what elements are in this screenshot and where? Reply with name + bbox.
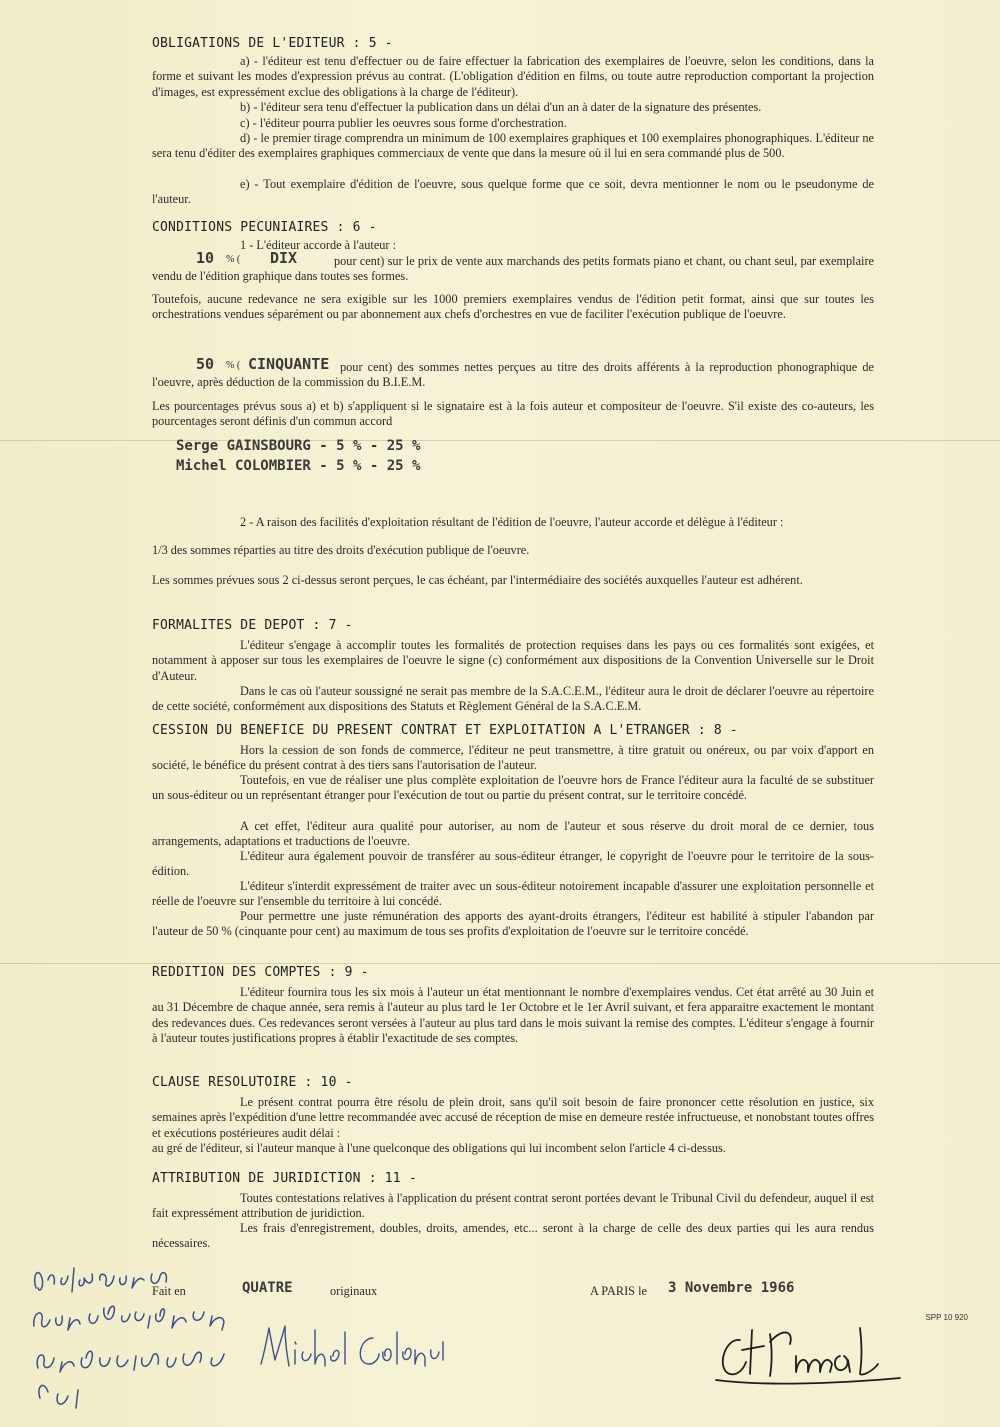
section-6-p5: 2 - A raison des facilités d'exploitation résultant de l'édition de l'oeuvre, l'auteur accorde et délègue à l'éditeur : <box>240 515 784 529</box>
section-8-p3: A cet effet, l'éditeur aura qualité pour autoriser, au nom de l'auteur et sous réserve du droit moral de ce dernier, tous arrangements, adaptations et traductions de l'oeuvre. <box>152 819 874 849</box>
typed-author-colombier: Michel COLOMBIER - 5 % - 25 % <box>176 458 421 474</box>
document-reference: SPP 10 920 <box>925 1313 968 1322</box>
section-7-p1: L'éditeur s'engage à accomplir toutes les formalités de protection requises dans les pays ou ces formalités sont exigées, et notamment à apposer sur tous les exemplaires de l'oeuvre le signe (c) conformément aux dispositions de la Convention Universelle sur le Droit d'Auteur. <box>152 638 874 683</box>
colombier-handwritten-signature <box>255 1320 450 1380</box>
section-6-p7: Les sommes prévues sous 2 ci-dessus seront perçues, le cas échéant, par l'intermédiaire des sociétés auxquelles l'auteur est adhérent. <box>152 573 803 587</box>
section-8-p6: Pour permettre une juste rémunération des apports des ayant-droits étrangers, l'éditeur est habilité à stipuler l'abandon par l'auteur de 50 % (cinquante pour cent) au maximum de tous ses profits d'exploitation de l'oeuvre sur le territoire concédé. <box>152 909 874 939</box>
section-6-p1: pour cent) sur le prix de vente aux marchands des petits formats piano et chant, ou chant seul, par exemplaire vendu de l'édition graphique dans toutes ses formes. <box>152 254 874 284</box>
section-8-p2: Toutefois, en vue de réaliser une plus complète exploitation de l'oeuvre hors de France l'éditeur aura la faculté de se substituer un sous-éditeur ou un représentant étranger pour l'exécution de tout ou partie du présent contrat, sur le territoire concédé. <box>152 773 874 803</box>
typed-cinquante: CINQUANTE <box>248 355 330 373</box>
place-label: A PARIS le <box>590 1284 647 1298</box>
section-11-p2: Les frais d'enregistrement, doubles, droits, amendes, etc... seront à la charge de celle des deux parties qui les aura rendus nécessaires. <box>152 1221 874 1251</box>
section-5-d: d) - le premier tirage comprendra un minimum de 100 exemplaires graphiques et 100 exemplaires phonographiques. L'éditeur ne sera tenu d'éditer des exemplaires graphiques commerciaux de vente que dans la mesure où il lui en sera commandé plus de 500. <box>152 131 874 161</box>
section-8-p1: Hors la cession de son fonds de commerce, l'éditeur ne peut transmettre, à titre gratuit ou onéreux, ou par voix d'apport en société, le bénéfice du présent contrat à des tiers sans l'autorisation de l'auteur. <box>152 743 874 773</box>
section-11-p1: Toutes contestations relatives à l'application du présent contrat seront portées devant le Tribunal Civil du defendeur, auquel il est fait expressément attribution de juridiction. <box>152 1191 874 1221</box>
section-10-p2: au gré de l'éditeur, si l'auteur manque à l'une quelconque des obligations qui lui incombent selon l'article 4 ci-dessus. <box>152 1141 726 1155</box>
section-6-p3: pour cent) des sommes nettes perçues au titre des droits afférents à la reproduction phonographique de l'oeuvre, après déduction de la commission du B.I.E.M. <box>152 360 874 390</box>
section-6-title: CONDITIONS PECUNIAIRES : 6 - <box>152 220 377 235</box>
section-8-p4: L'éditeur aura également pouvoir de transférer au sous-éditeur étranger, le copyright de l'oeuvre pour le territoire de la sous-édition. <box>152 849 874 879</box>
section-7-p2: Dans le cas où l'auteur soussigné ne serait pas membre de la S.A.C.E.M., l'éditeur aura le droit de déclarer l'oeuvre au répertoire de cette société, conformément aux dispositions des Statuts et Règlement Général de la S.A.C.E.M. <box>152 684 874 714</box>
typed-quatre: QUATRE <box>242 1280 293 1296</box>
section-6-p2: Toutefois, aucune redevance ne sera exigible sur les 1000 premiers exemplaires vendus de l'édition petit format, ainsi que sur toutes les orchestrations vendues séparément ou par abonnement aux chefs d'orchestres en vue de faciliter l'exécution publique de l'oeuvre. <box>152 292 874 322</box>
originaux-label: originaux <box>330 1284 378 1298</box>
section-8-title: CESSION DU BENEFICE DU PRESENT CONTRAT ET EXPLOITATION A L'ETRANGER : 8 - <box>152 723 738 738</box>
section-6-p6: 1/3 des sommes réparties au titre des droits d'exécution publique de l'oeuvre. <box>152 543 530 557</box>
section-5-title: OBLIGATIONS DE L'EDITEUR : 5 - <box>152 36 393 51</box>
section-10-p1: Le présent contrat pourra être résolu de plein droit, sans qu'il soit besoin de faire prononcer cette résolution en justice, six semaines après l'expédition d'une lettre recommandée avec accusé de réception de mise en demeure restée infructueuse, et nonobstant toutes offres et exécutions postérieures audit délai : <box>152 1095 874 1140</box>
typed-pct-10: 10 <box>196 249 215 267</box>
paper-fold <box>0 440 1000 441</box>
typed-date: 3 Novembre 1966 <box>668 1280 795 1296</box>
section-6-p4: Les pourcentages prévus sous a) et b) s'appliquent si le signataire est à la fois auteur et compositeur de l'oeuvre. S'il existe des co-auteurs, les pourcentages seront définis d'un commun accord <box>152 399 874 429</box>
section-7-title: FORMALITES DE DEPOT : 7 - <box>152 618 353 633</box>
section-5-e: e) - Tout exemplaire d'édition de l'oeuvre, sous quelque forme que ce soit, devra mentionner le nom ou le pseudonyme de l'auteur. <box>152 177 874 207</box>
section-5-c: c) - l'éditeur pourra publier les oeuvres sous forme d'orchestration. <box>240 116 567 130</box>
typed-author-gainsbourg: Serge GAINSBOURG - 5 % - 25 % <box>176 438 421 454</box>
paper-fold <box>0 963 1000 964</box>
section-6-intro: 1 - L'éditeur accorde à l'auteur : <box>240 238 397 252</box>
section-8-p5: L'éditeur s'interdit expressément de traiter avec un sous-éditeur notoirement incapable d'assurer une exploitation personnelle et réelle de l'oeuvre sur l'ensemble du territoire à lui concédé. <box>152 879 874 909</box>
fait-en-label: Fait en <box>152 1284 186 1298</box>
section-5-a: a) - l'éditeur est tenu d'effectuer ou de faire effectuer la fabrication des exemplaires de l'oeuvre, selon les conditions, dans la forme et suivant les modes d'expression prévus au contrat. (L'obligation d'édition en films, ou toute autre reproduction comportant la projection d'images, est expressément exclue des obligations à la charge de l'éditeur). <box>152 54 874 99</box>
percent-sign: % ( <box>226 360 241 371</box>
typed-pct-50: 50 <box>196 355 215 373</box>
section-5-b: b) - l'éditeur sera tenu d'effectuer la publication dans un délai d'un an à dater de la signature des présentes. <box>240 100 762 114</box>
section-10-title: CLAUSE RESOLUTOIRE : 10 - <box>152 1075 353 1090</box>
percent-sign: % ( <box>226 254 241 265</box>
section-9-title: REDDITION DES COMPTES : 9 - <box>152 965 369 980</box>
section-9-p1: L'éditeur fournira tous les six mois à l'auteur un état mentionnant le nombre d'exemplaires vendus. Cet état arrêté au 30 Juin et au 31 Décembre de chaque année, sera remis à l'auteur au plus tard le 1er Octobre et le 1er Avril suivant, et fera apparaitre exactement le montant des redevances dues. Ces redevances seront versées à l'auteur au plus tard dans le mois suivant la remise des comptes. L'éditeur s'engage à fournir à l'auteur toutes justifications propres à établir l'exactitude de ses comptes. <box>152 985 874 1046</box>
editeur-handwritten-signature <box>712 1320 912 1395</box>
section-11-title: ATTRIBUTION DE JURIDICTION : 11 - <box>152 1171 417 1186</box>
typed-dix: DIX <box>270 249 298 267</box>
gainsbourg-handwritten-signature <box>28 1258 268 1423</box>
